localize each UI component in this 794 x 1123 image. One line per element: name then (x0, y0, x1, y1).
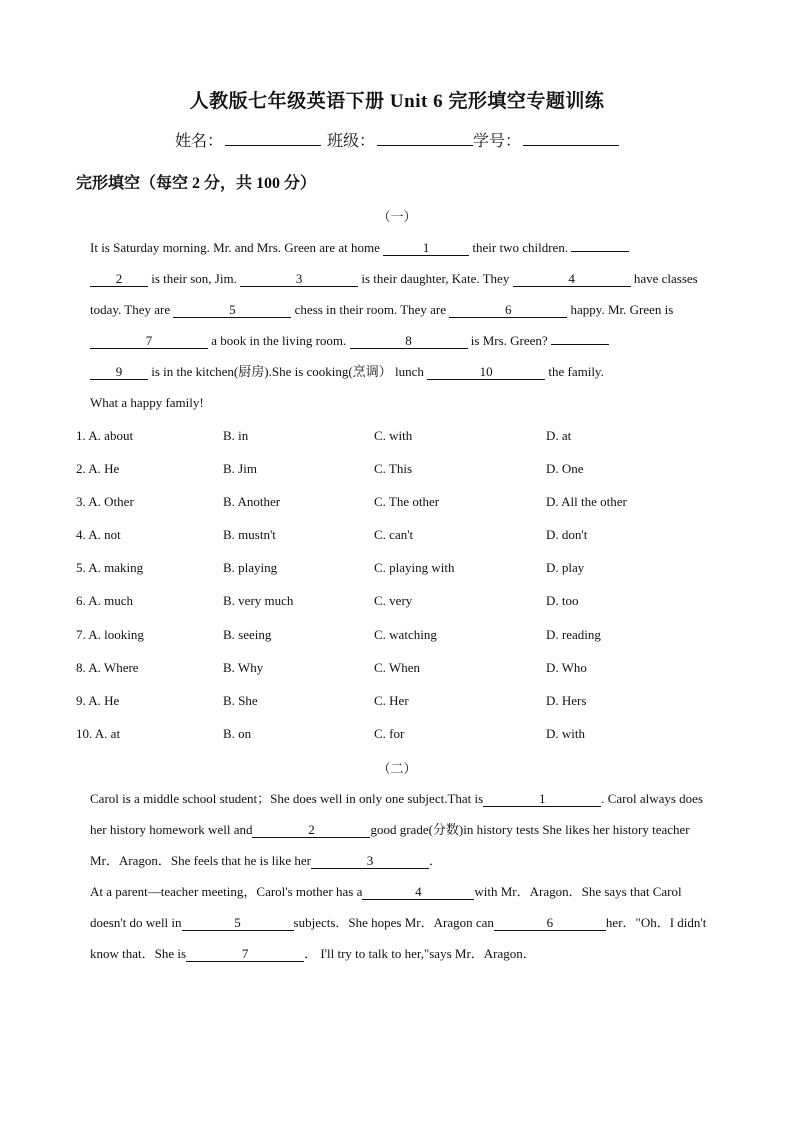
part1-passage (76, 232, 720, 418)
blank-2 (571, 251, 629, 252)
class-blank (377, 131, 473, 146)
option-row (76, 424, 726, 457)
passage-text: the family. (545, 364, 604, 379)
option-d: D. reading (546, 626, 601, 642)
blank-8: 8 (350, 334, 468, 349)
blank-1: 1 (483, 792, 601, 807)
option-d: D. Who (546, 659, 587, 675)
passage-text: happy. Mr. Green is (567, 302, 674, 317)
class-label: 班级： (326, 133, 375, 150)
part1-closing: What a happy family! (90, 395, 204, 410)
option-c: C. playing with (374, 560, 455, 576)
option-d: D. All the other (546, 494, 627, 510)
option-c: C. The other (374, 494, 440, 510)
blank-7: 7 (90, 334, 208, 349)
option-b: B. She (223, 692, 258, 708)
blank-3: 3 (311, 854, 429, 869)
id-blank (523, 131, 619, 146)
option-d: D. with (546, 725, 585, 741)
blank-4: 4 (513, 272, 631, 287)
option-b: B. Another (223, 494, 281, 510)
passage-text: ． I'll try to talk to her,"says Mr．Aragon． (304, 946, 536, 961)
option-d: D. at (546, 428, 572, 443)
blank-10: 10 (427, 365, 545, 380)
option-c: C. watching (374, 626, 437, 642)
passage-text: . Carol always does her history homework well and (90, 791, 704, 837)
option-a: 1. A. about (76, 428, 134, 443)
page-title: 人教版七年级英语下册 Unit 6 完形填空专题训练 (189, 91, 605, 112)
option-c: C. When (374, 659, 420, 675)
option-a: 2. A. He (76, 461, 120, 477)
name-label: 姓名： (174, 133, 223, 150)
passage-text: Carol is a middle school student；She does well in only one subject.That is (90, 791, 484, 806)
option-b: B. in (223, 428, 249, 443)
option-row (76, 457, 726, 490)
passage-text: good grade(分数)in history tests She likes her history teacher Mr．Aragon．She feels that he is like her (90, 822, 690, 868)
option-a: 9. A. He (76, 692, 120, 708)
blank-9: 9 (90, 365, 148, 380)
option-row (76, 722, 726, 755)
part1-label: （一） (377, 209, 417, 224)
option-c: C. can't (374, 527, 414, 543)
blank-1: 1 (383, 241, 469, 256)
option-d: D. too (546, 593, 579, 609)
option-c: C. with (374, 428, 413, 443)
option-a: 5. A. making (76, 560, 144, 576)
name-blank (225, 131, 321, 146)
blank-5: 5 (182, 916, 294, 931)
option-row (76, 523, 726, 556)
option-a: 7. A. looking (76, 626, 144, 642)
options-list (76, 424, 726, 755)
option-d: D. play (546, 560, 585, 576)
option-c: C. This (374, 461, 413, 477)
section-heading: 完形填空（每空 2 分，共 100 分） (76, 175, 317, 192)
blank-2: 2 (252, 823, 370, 838)
passage-text: is in the kitchen(厨房).She is cooking(烹调） lunch (148, 364, 428, 379)
option-b: B. playing (223, 560, 278, 576)
option-a: 4. A. not (76, 527, 121, 543)
option-a: 8. A. Where (76, 659, 139, 675)
passage-text: It is Saturday morning. Mr. and Mrs. Green are at home (90, 240, 384, 255)
passage-text: At a parent—teacher meeting，Carol's mother has a (90, 884, 363, 899)
blank-5: 5 (173, 303, 291, 318)
option-a: 6. A. much (76, 593, 134, 609)
id-label: 学号： (473, 133, 522, 150)
option-a: 10. A. at (76, 725, 121, 741)
option-row (76, 656, 726, 689)
part2-paragraph-1 (76, 783, 720, 876)
part2-passage (76, 783, 720, 969)
passage-text: subjects．She hopes Mr．Aragon can (293, 915, 494, 930)
blank-6: 6 (494, 916, 606, 931)
passage-text: is their daughter, Kate. They (358, 271, 513, 286)
option-c: C. very (374, 593, 413, 609)
option-b: B. mustn't (223, 527, 276, 543)
option-b: B. Jim (223, 461, 257, 477)
passage-text: their two children. (469, 240, 572, 255)
part2-label: （二） (377, 761, 417, 776)
blank-2: 2 (90, 272, 148, 287)
option-c: C. for (374, 725, 405, 741)
option-c: C. Her (374, 692, 409, 708)
option-row (76, 589, 726, 622)
option-row (76, 689, 726, 722)
option-b: B. seeing (223, 626, 272, 642)
option-d: D. Hers (546, 692, 587, 708)
blank-6: 6 (449, 303, 567, 318)
passage-text: chess in their room. They are (291, 302, 450, 317)
option-b: B. Why (223, 659, 264, 675)
option-b: B. very much (223, 593, 294, 609)
passage-text: a book in the living room. (208, 333, 350, 348)
passage-text: is Mrs. Green? (467, 333, 551, 348)
passage-text: have classes today. They are (90, 271, 698, 317)
option-row (76, 623, 726, 656)
blank-9 (551, 344, 609, 345)
part2-paragraph-2 (76, 876, 720, 969)
option-row (76, 490, 726, 523)
passage-text: her．"Oh．I didn't know that．She is (90, 915, 707, 961)
student-info-line (0, 128, 794, 151)
option-a: 3. A. Other (76, 494, 134, 510)
passage-text: ． (428, 853, 442, 868)
option-row (76, 556, 726, 589)
blank-7: 7 (186, 947, 304, 962)
passage-text: is their son, Jim. (148, 271, 241, 286)
option-b: B. on (223, 725, 252, 741)
blank-4: 4 (362, 885, 474, 900)
option-d: D. One (546, 461, 584, 477)
passage-text: with Mr．Aragon．She says that Carol doesn't do well in (90, 884, 682, 930)
option-d: D. don't (546, 527, 588, 543)
blank-3: 3 (240, 272, 358, 287)
part1-paragraph (76, 232, 720, 387)
